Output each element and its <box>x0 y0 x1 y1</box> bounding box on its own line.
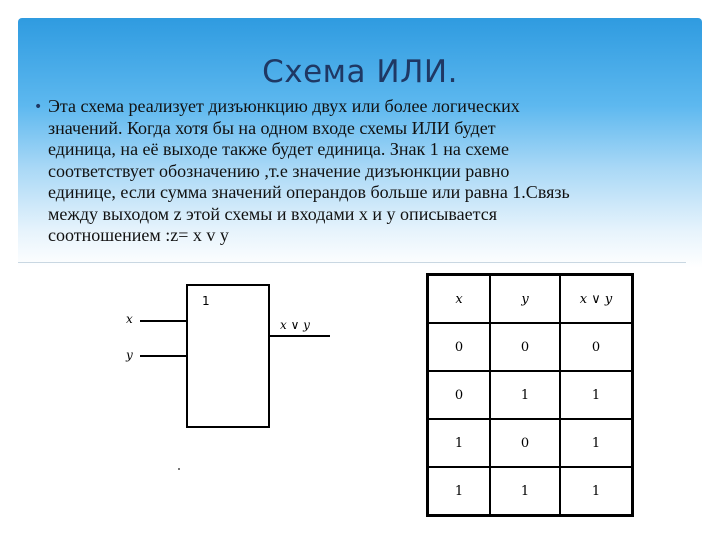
input-y-wire <box>140 355 186 357</box>
body-line: значений. Когда хотя бы на одном входе схемы ИЛИ будет <box>48 117 496 138</box>
column-header-x-or-y: x ∨ y <box>560 275 633 324</box>
table-row <box>428 371 633 419</box>
slide-body-text <box>48 96 716 247</box>
table-cell: 1 <box>560 371 633 419</box>
slide-title: Схема ИЛИ. <box>262 54 458 90</box>
table-header-row <box>428 275 633 324</box>
truth-table <box>426 273 634 517</box>
table-cell: 0 <box>428 323 491 371</box>
column-header-y: y <box>490 275 560 324</box>
header-divider <box>18 262 686 263</box>
table-row <box>428 419 633 467</box>
output-wire <box>270 335 330 337</box>
table-cell: 0 <box>490 323 560 371</box>
table-cell: 1 <box>560 419 633 467</box>
gate-symbol: 1 <box>202 294 210 308</box>
table-cell: 1 <box>560 467 633 516</box>
table-cell: 1 <box>490 467 560 516</box>
table-cell: 1 <box>428 419 491 467</box>
table-cell: 0 <box>428 371 491 419</box>
body-line: между выходом z этой схемы и входами x и y описывается <box>48 203 497 224</box>
table-row <box>428 467 633 516</box>
input-x-wire <box>140 320 186 322</box>
body-line: единице, если сумма значений операндов больше или равна 1.Связь <box>48 182 570 202</box>
input-x-label: x <box>126 312 133 326</box>
body-line: Эта схема реализует дизъюнкцию двух или более логических <box>48 96 520 116</box>
table-cell: 1 <box>428 467 491 516</box>
or-gate-diagram <box>110 270 370 490</box>
table-cell: 0 <box>560 323 633 371</box>
input-y-label: y <box>126 348 133 362</box>
body-line: соответствует обозначению ,т.е значение дизъюнкции равно <box>48 160 510 181</box>
table-row <box>428 323 633 371</box>
table-cell: 0 <box>490 419 560 467</box>
table-cell: 1 <box>490 371 560 419</box>
stray-dot <box>178 468 180 470</box>
body-line: единица, на её выходе также будет единица. Знак 1 на схеме <box>48 139 510 159</box>
or-gate-box <box>186 284 270 428</box>
body-line: соотношением :z= x v y <box>48 225 229 245</box>
column-header-x: x <box>428 275 491 324</box>
bullet-marker: • <box>34 99 43 115</box>
output-label: x ∨ y <box>280 318 310 332</box>
